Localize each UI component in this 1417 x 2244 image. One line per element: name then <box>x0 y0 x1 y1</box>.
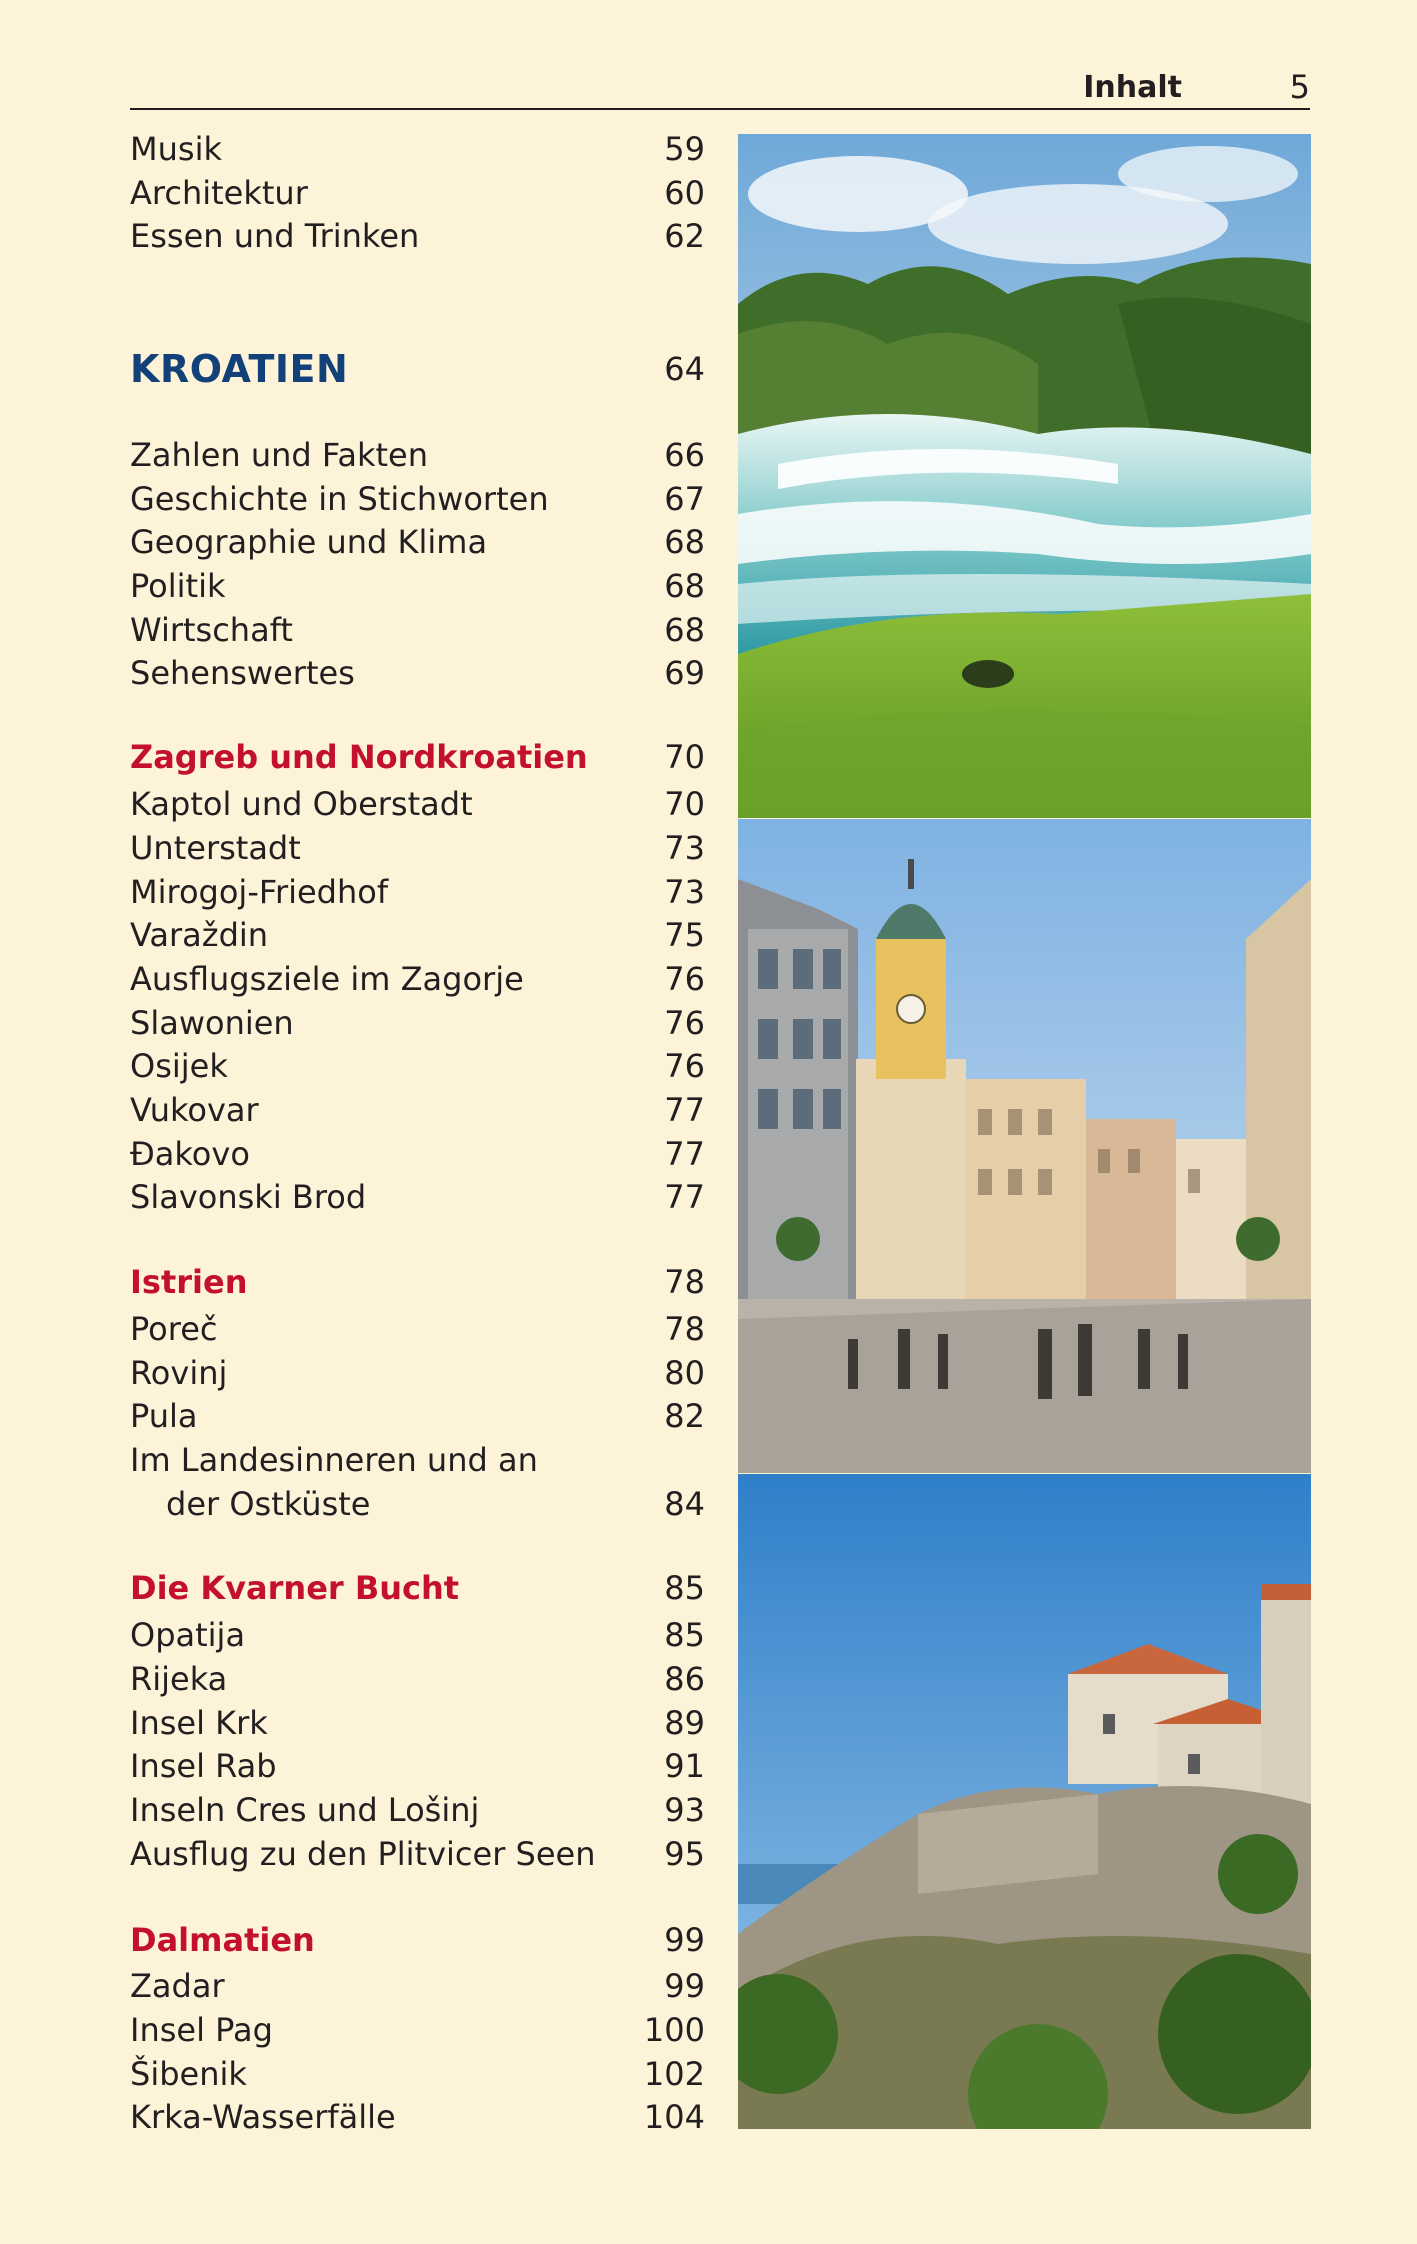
region-title: Zagreb und Nordkroatien <box>130 738 588 776</box>
toc-entry <box>130 828 705 868</box>
toc-entry <box>130 1353 705 1393</box>
toc-entry <box>130 2054 705 2094</box>
toc-title: Slavonski Brod <box>130 1178 367 1216</box>
toc-page: 76 <box>664 960 705 998</box>
toc-entry <box>130 959 705 999</box>
toc-title: Krka-Wasserfälle <box>130 2098 396 2136</box>
toc-title: Pula <box>130 1397 198 1435</box>
toc-entry <box>130 1966 705 2006</box>
toc-page: 77 <box>664 1178 705 1216</box>
toc-entry <box>130 1615 705 1655</box>
toc-title: Šibenik <box>130 2055 247 2093</box>
toc-title: Ausflugsziele im Zagorje <box>130 960 524 998</box>
toc-title: Rijeka <box>130 1660 228 1698</box>
toc-entry <box>130 435 705 475</box>
toc-region-heading <box>130 737 705 777</box>
toc-page: 95 <box>664 1835 705 1873</box>
toc-page: 102 <box>643 2055 705 2093</box>
toc-title: Wirtschaft <box>130 611 293 649</box>
toc-entry-continuation <box>130 1484 705 1524</box>
toc-title: Zahlen und Fakten <box>130 436 429 474</box>
toc-entry <box>130 1090 705 1130</box>
toc-title: Geographie und Klima <box>130 523 488 561</box>
toc-page: 64 <box>664 350 705 388</box>
toc-title: Mirogoj-Friedhof <box>130 873 389 911</box>
toc-entry <box>130 653 705 693</box>
toc-page: 59 <box>664 130 705 168</box>
waterfall-photo <box>738 134 1311 818</box>
toc-page: 68 <box>664 523 705 561</box>
toc-page: 89 <box>664 1704 705 1742</box>
region-title: Istrien <box>130 1263 248 1301</box>
toc-title: Slawonien <box>130 1004 294 1042</box>
toc-title: Varaždin <box>130 916 269 954</box>
toc-entry <box>130 784 705 824</box>
toc-page: 93 <box>664 1791 705 1829</box>
toc-page: 68 <box>664 611 705 649</box>
toc-page: 69 <box>664 654 705 692</box>
town-square-photo <box>738 819 1311 1473</box>
toc-page: 86 <box>664 1660 705 1698</box>
toc-region-heading <box>130 1568 705 1608</box>
toc-entry <box>130 2097 705 2137</box>
toc-title: Đakovo <box>130 1135 250 1173</box>
toc-page: 85 <box>664 1569 705 1607</box>
toc-entry <box>130 1177 705 1217</box>
toc-page: 66 <box>664 436 705 474</box>
toc-title: Musik <box>130 130 222 168</box>
toc-page: 84 <box>664 1485 705 1523</box>
toc-page: 80 <box>664 1354 705 1392</box>
toc-page: 76 <box>664 1004 705 1042</box>
toc-title: Rovinj <box>130 1354 228 1392</box>
toc-entry <box>130 129 705 169</box>
country-title: KROATIEN <box>130 347 349 391</box>
page-number: 5 <box>1289 68 1310 106</box>
toc-entry <box>130 1659 705 1699</box>
toc-title: Osijek <box>130 1047 228 1085</box>
toc-title: der Ostküste <box>166 1485 371 1523</box>
toc-page: 73 <box>664 829 705 867</box>
toc-entry <box>130 1440 705 1480</box>
toc-title: Ausflug zu den Plitvicer Seen <box>130 1835 596 1873</box>
toc-page: 78 <box>664 1263 705 1301</box>
toc-title: Opatija <box>130 1616 246 1654</box>
toc-entry <box>130 173 705 213</box>
toc-page: 73 <box>664 873 705 911</box>
toc-entry <box>130 2010 705 2050</box>
toc-page: 104 <box>643 2098 705 2136</box>
toc-country-heading <box>130 349 705 389</box>
toc-title: Unterstadt <box>130 829 301 867</box>
toc-entry <box>130 479 705 519</box>
section-label: Inhalt <box>1083 70 1182 105</box>
toc-title: Architektur <box>130 174 308 212</box>
toc-title: Essen und Trinken <box>130 217 420 255</box>
toc-region-heading <box>130 1262 705 1302</box>
toc-title: Insel Rab <box>130 1747 277 1785</box>
toc-title: Sehenswertes <box>130 654 355 692</box>
toc-title: Politik <box>130 567 226 605</box>
toc-page: 70 <box>664 738 705 776</box>
toc-page: 76 <box>664 1047 705 1085</box>
toc-page: 75 <box>664 916 705 954</box>
toc-title: Poreč <box>130 1310 218 1348</box>
toc-entry <box>130 1003 705 1043</box>
toc-title: Inseln Cres und Lošinj <box>130 1791 480 1829</box>
toc-page: 60 <box>664 174 705 212</box>
toc-entry <box>130 1396 705 1436</box>
toc-title: Insel Krk <box>130 1704 268 1742</box>
toc-title: Vukovar <box>130 1091 259 1129</box>
toc-entry <box>130 610 705 650</box>
toc-page: 77 <box>664 1091 705 1129</box>
toc-entry <box>130 566 705 606</box>
toc-page: 68 <box>664 567 705 605</box>
toc-entry <box>130 216 705 256</box>
toc-page: 99 <box>664 1921 705 1959</box>
toc-title: Insel Pag <box>130 2011 273 2049</box>
toc-page: 70 <box>664 785 705 823</box>
toc-entry <box>130 522 705 562</box>
toc-title: Kaptol und Oberstadt <box>130 785 473 823</box>
toc-entry <box>130 872 705 912</box>
region-title: Dalmatien <box>130 1921 315 1959</box>
toc-entry <box>130 915 705 955</box>
toc-entry <box>130 1834 705 1874</box>
toc-page: 78 <box>664 1310 705 1348</box>
toc-region-heading <box>130 1920 705 1960</box>
toc-page: 62 <box>664 217 705 255</box>
toc-page: 82 <box>664 1397 705 1435</box>
toc-entry <box>130 1309 705 1349</box>
toc-page: 85 <box>664 1616 705 1654</box>
toc-title: Im Landesinneren und an <box>130 1441 538 1479</box>
running-header <box>130 64 1310 110</box>
hilltop-town-photo <box>738 1474 1311 2129</box>
toc-page: 100 <box>643 2011 705 2049</box>
toc-entry <box>130 1134 705 1174</box>
toc-entry <box>130 1790 705 1830</box>
toc-entry <box>130 1703 705 1743</box>
toc-page: 77 <box>664 1135 705 1173</box>
toc-page: 99 <box>664 1967 705 2005</box>
toc-entry <box>130 1046 705 1086</box>
toc-title: Zadar <box>130 1967 225 2005</box>
toc-page: 67 <box>664 480 705 518</box>
toc-page: 91 <box>664 1747 705 1785</box>
toc-entry <box>130 1746 705 1786</box>
toc-title: Geschichte in Stichworten <box>130 480 549 518</box>
region-title: Die Kvarner Bucht <box>130 1569 460 1607</box>
